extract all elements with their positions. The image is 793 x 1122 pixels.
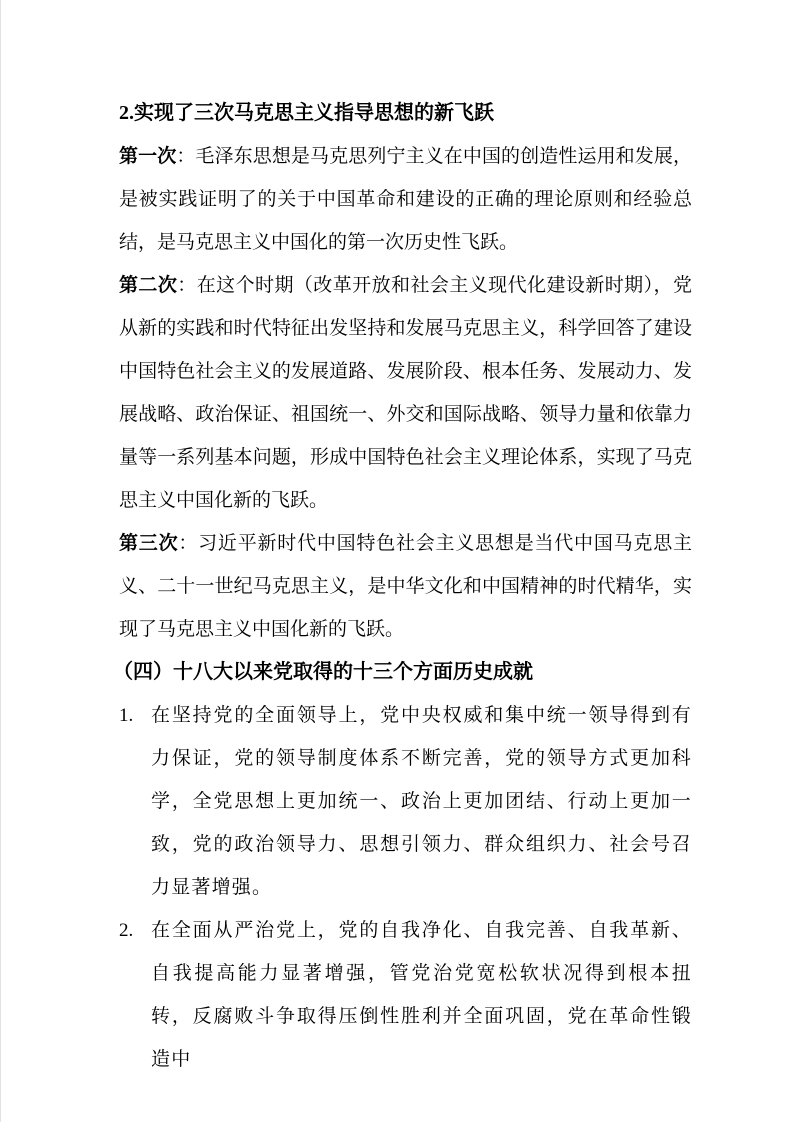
paragraph-text-second: ：在这个时期（改革开放和社会主义现代化建设新时期），党从新的实践和时代特征出发坚持和发展马克思主义，科学回答了建设中国特色社会主义的发展道路、发展阶段、根本任务、发展动力、发展战略、政治保证、祖国统一、外交和国际战略、领导力量和依靠力量等一系列基本问题，形成中国特色社会主义理论体系，实现了马克思主义中国化新的飞跃。 xyxy=(119,275,692,511)
list-item-number: 2. xyxy=(119,920,134,941)
section-heading-thirteen-achievements: （四）十八大以来党取得的十三个方面历史成就 xyxy=(113,661,533,683)
paragraph-third-leap xyxy=(119,522,692,651)
paragraph-text-third: ：习近平新时代中国特色社会主义思想是当代中国马克思主义、二十一世纪马克思主义，是中华文化和中国精神的时代精华，实现了马克思主义中国化新的飞跃。 xyxy=(119,533,692,640)
list-item xyxy=(119,909,692,1081)
paragraph-first-leap xyxy=(119,135,692,264)
achievements-list xyxy=(119,694,692,1081)
list-item-text: 在坚持党的全面领导上，党中央权威和集中统一领导得到有力保证，党的领导制度体系不断完善，党的领导方式更加科学，全党思想上更加统一、政治上更加团结、行动上更加一致，党的政治领导力、思想引领力、群众组织力、社会号召力显著增强。 xyxy=(151,705,692,898)
list-item-number: 1. xyxy=(119,705,134,726)
list-item xyxy=(119,694,692,909)
paragraph-label-third: 第三次 xyxy=(119,533,179,554)
paragraph-label-first: 第一次 xyxy=(119,146,177,167)
page-content xyxy=(113,92,692,1081)
paragraph-text-first: ：毛泽东思想是马克思列宁主义在中国的创造性运用和发展，是被实践证明了的关于中国革命和建设的正确的理论原则和经验总结，是马克思主义中国化的第一次历史性飞跃。 xyxy=(119,146,692,253)
paragraph-second-leap xyxy=(119,264,692,522)
paragraph-label-second: 第二次 xyxy=(119,275,178,296)
section-heading-three-leaps: 2.实现了三次马克思主义指导思想的新飞跃 xyxy=(119,102,494,124)
list-item-text: 在全面从严治党上，党的自我净化、自我完善、自我革新、自我提高能力显著增强，管党治党宽松软状况得到根本扭转，反腐败斗争取得压倒性胜利并全面巩固，党在革命性锻造中 xyxy=(151,920,692,1070)
